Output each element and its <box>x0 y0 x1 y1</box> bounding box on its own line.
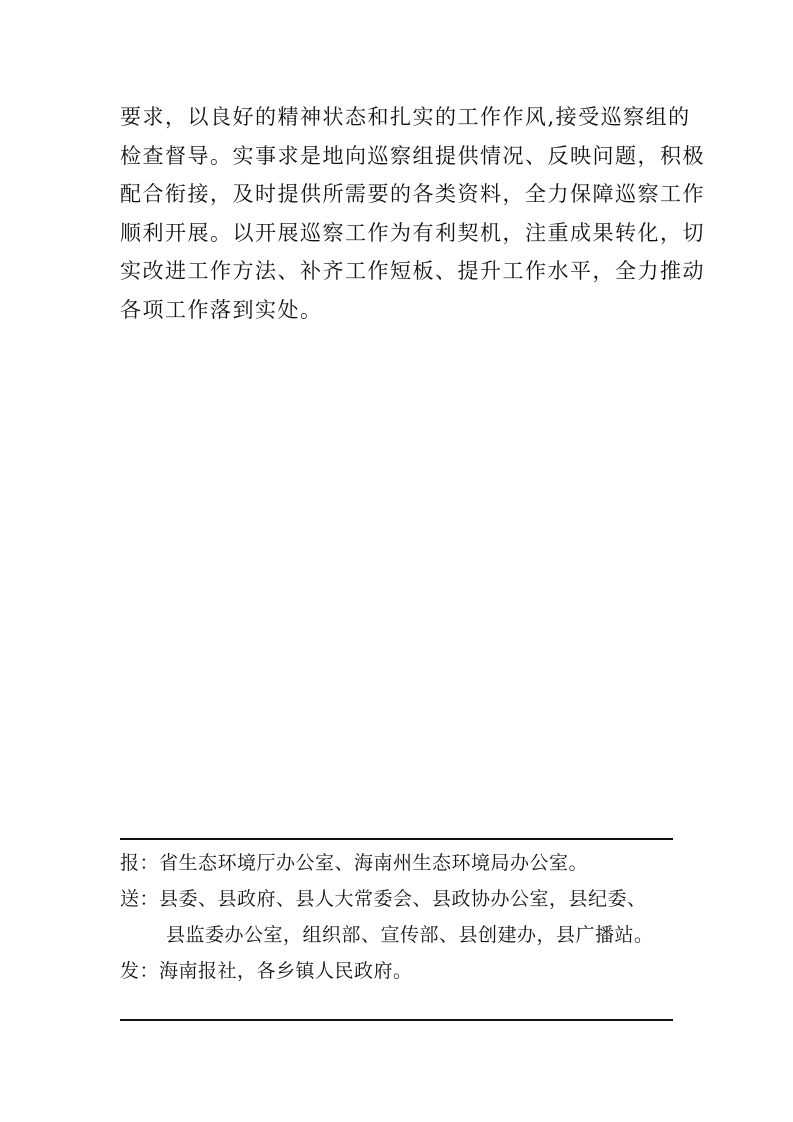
body-line: 各项工作落到实处。 <box>120 297 323 322</box>
send-to-text-line1: 县委、县政府、县人大常委会、县政协办公室，县纪委、 <box>159 888 647 910</box>
distribution-top-rule <box>120 838 673 840</box>
send-to-row <box>120 881 680 917</box>
issue-to-text: 海南报社，各乡镇人民政府。 <box>159 960 413 982</box>
report-to-row <box>120 845 680 881</box>
body-paragraph <box>120 98 705 329</box>
issue-to-label: 发： <box>120 960 160 982</box>
body-line: 检查督导。实事求是地向巡察组提供情况、反映问题，积极 <box>120 143 705 168</box>
report-to-label: 报： <box>120 852 160 874</box>
body-line: 要求，以良好的精神状态和扎实的工作作风,接受巡察组的 <box>120 105 691 129</box>
body-line: 顺利开展。以开展巡察工作为有利契机，注重成果转化，切 <box>120 220 705 245</box>
body-line: 配合衔接，及时提供所需要的各类资料，全力保障巡察工作 <box>120 182 705 206</box>
report-to-text: 省生态环境厅办公室、海南州生态环境局办公室。 <box>159 852 589 874</box>
send-to-label: 送： <box>120 888 160 910</box>
issue-to-row <box>120 953 680 989</box>
send-to-row-continued <box>120 917 680 953</box>
distribution-bottom-rule <box>120 1019 673 1021</box>
send-to-text-line2: 县监委办公室，组织部、宣传部、县创建办，县广播站。 <box>166 924 654 946</box>
body-line: 实改进工作方法、补齐工作短板、提升工作水平，全力推动 <box>120 259 705 283</box>
distribution-block <box>120 845 680 989</box>
